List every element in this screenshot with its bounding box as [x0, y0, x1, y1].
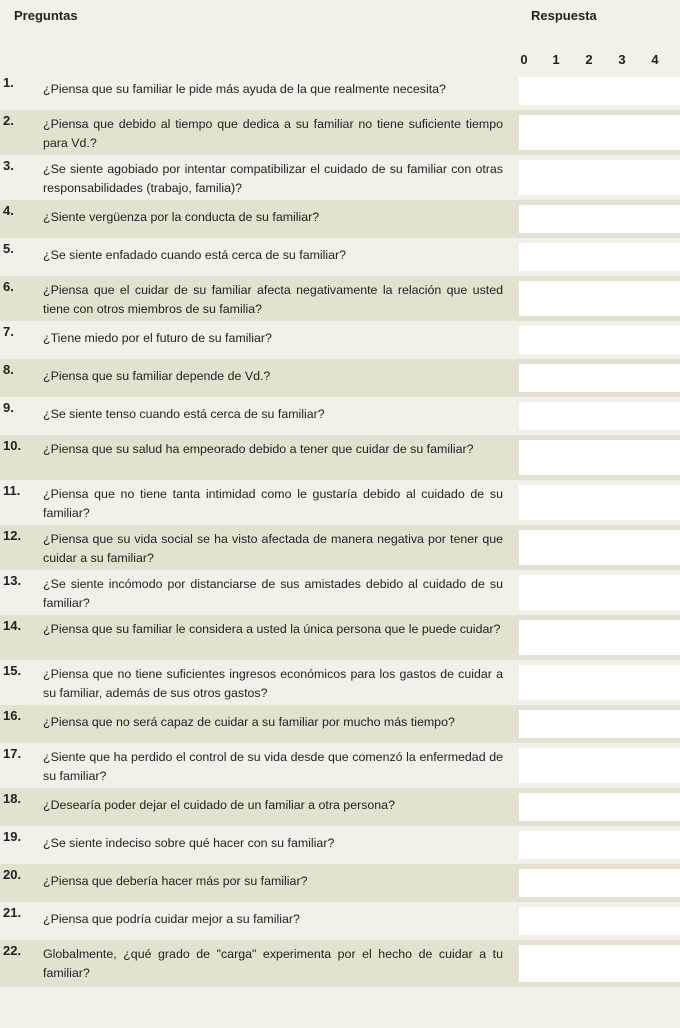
- question-text: ¿Siente que ha perdido el control de su vida desde que comenzó la enfermedad de su familiar?: [43, 750, 503, 783]
- question-number: 8.: [3, 362, 14, 377]
- question-number: 15.: [3, 663, 22, 678]
- answer-field[interactable]: [519, 831, 680, 859]
- question-number: 6.: [3, 279, 14, 294]
- question-text: ¿Piensa que su salud ha empeorado debido a tener que cuidar de su familiar?: [43, 442, 474, 456]
- answer-field[interactable]: [519, 326, 680, 354]
- question-row: [0, 238, 680, 276]
- question-row: [0, 435, 680, 480]
- question-row: [0, 200, 680, 238]
- question-row: [0, 397, 680, 435]
- question-row: [0, 525, 680, 570]
- question-text: ¿Piensa que debido al tiempo que dedica a su familiar no tiene suficiente tiempo para Vd.?: [43, 117, 503, 150]
- question-number: 17.: [3, 746, 22, 761]
- answer-field[interactable]: [519, 243, 680, 271]
- scale-4: 4: [651, 52, 659, 67]
- question-number: 11.: [3, 483, 21, 498]
- question-number: 4.: [3, 203, 14, 218]
- question-number: 21.: [3, 905, 22, 920]
- question-number: 5.: [3, 241, 14, 256]
- question-text: ¿Piensa que no será capaz de cuidar a su familiar por mucho más tiempo?: [43, 715, 455, 729]
- question-number: 14.: [3, 618, 22, 633]
- answer-field[interactable]: [519, 945, 680, 982]
- scale-1: 1: [552, 52, 560, 67]
- answer-field[interactable]: [519, 575, 680, 610]
- question-row: [0, 788, 680, 826]
- question-text: ¿Se siente incómodo por distanciarse de sus amistades debido al cuidado de su familiar?: [43, 577, 503, 610]
- question-text: ¿Piensa que no tiene suficientes ingresos económicos para los gastos de cuidar a su familiar, además de sus otros gastos?: [43, 667, 503, 700]
- question-row: [0, 660, 680, 705]
- scale-2: 2: [585, 52, 593, 67]
- question-text: ¿Piensa que su vida social se ha visto afectada de manera negativa por tener que cuidar a su familiar?: [43, 532, 503, 565]
- question-number: 18.: [3, 791, 22, 806]
- answer-field[interactable]: [519, 160, 680, 195]
- question-text: ¿Piensa que su familiar le considera a usted la única persona que le puede cuidar?: [43, 622, 501, 636]
- question-text: ¿Piensa que debería hacer más por su familiar?: [43, 874, 308, 888]
- question-row: [0, 155, 680, 200]
- preguntas-header: Preguntas: [14, 8, 78, 23]
- question-text: ¿Siente vergüenza por la conducta de su familiar?: [43, 210, 320, 224]
- answer-field[interactable]: [519, 205, 680, 233]
- answer-field[interactable]: [519, 77, 680, 105]
- respuesta-header: Respuesta: [531, 8, 597, 23]
- question-row: [0, 570, 680, 615]
- answer-field[interactable]: [519, 620, 680, 655]
- answer-field[interactable]: [519, 710, 680, 738]
- answer-field[interactable]: [519, 281, 680, 316]
- answer-field[interactable]: [519, 665, 680, 700]
- answer-field[interactable]: [519, 907, 680, 935]
- question-text: ¿Se siente tenso cuando está cerca de su familiar?: [43, 407, 325, 421]
- question-row: [0, 826, 680, 864]
- question-text: ¿Piensa que su familiar le pide más ayuda de la que realmente necesita?: [43, 82, 446, 96]
- question-number: 16.: [3, 708, 22, 723]
- question-row: [0, 615, 680, 660]
- question-text: ¿Se siente agobiado por intentar compatibilizar el cuidado de su familiar con otras responsabilidades (trabajo, familia)?: [43, 162, 503, 195]
- question-row: [0, 864, 680, 902]
- question-number: 20.: [3, 867, 22, 882]
- answer-field[interactable]: [519, 869, 680, 897]
- question-text: ¿Desearía poder dejar el cuidado de un familiar a otra persona?: [43, 798, 395, 812]
- answer-field[interactable]: [519, 115, 680, 150]
- question-text: ¿Piensa que su familiar depende de Vd.?: [43, 369, 271, 383]
- answer-field[interactable]: [519, 364, 680, 392]
- question-number: 12.: [3, 528, 22, 543]
- question-text: ¿Se siente enfadado cuando está cerca de su familiar?: [43, 248, 347, 262]
- scale-3: 3: [618, 52, 626, 67]
- question-text: ¿Tiene miedo por el futuro de su familiar?: [43, 331, 272, 345]
- question-row: [0, 321, 680, 359]
- answer-field[interactable]: [519, 402, 680, 430]
- question-number: 22.: [3, 943, 22, 958]
- question-text: ¿Se siente indeciso sobre qué hacer con su familiar?: [43, 836, 335, 850]
- question-number: 10.: [3, 438, 22, 453]
- question-row: [0, 110, 680, 155]
- question-text: ¿Piensa que el cuidar de su familiar afecta negativamente la relación que usted tiene con otros miembros de su familia?: [43, 283, 503, 316]
- question-text: ¿Piensa que podría cuidar mejor a su familiar?: [43, 912, 300, 926]
- question-row: [0, 359, 680, 397]
- table-header: [0, 0, 680, 72]
- question-number: 2.: [3, 113, 14, 128]
- question-row: [0, 743, 680, 788]
- question-row: [0, 705, 680, 743]
- question-number: 13.: [3, 573, 22, 588]
- question-row: [0, 940, 680, 987]
- question-text: Globalmente, ¿qué grado de "carga" experimenta por el hecho de cuidar a tu familiar?: [43, 947, 503, 980]
- question-row: [0, 480, 680, 525]
- question-number: 7.: [3, 324, 14, 339]
- answer-field[interactable]: [519, 793, 680, 821]
- question-text: ¿Piensa que no tiene tanta intimidad como le gustaría debido al cuidado de su familiar?: [43, 487, 503, 520]
- question-number: 19.: [3, 829, 22, 844]
- scale-0: 0: [520, 52, 528, 67]
- question-row: [0, 276, 680, 321]
- question-row: [0, 902, 680, 940]
- answer-field[interactable]: [519, 485, 680, 520]
- question-number: 9.: [3, 400, 14, 415]
- question-number: 3.: [3, 158, 14, 173]
- question-number: 1.: [3, 75, 14, 90]
- answer-field[interactable]: [519, 748, 680, 783]
- answer-field[interactable]: [519, 440, 680, 475]
- question-row: [0, 72, 680, 110]
- answer-field[interactable]: [519, 530, 680, 565]
